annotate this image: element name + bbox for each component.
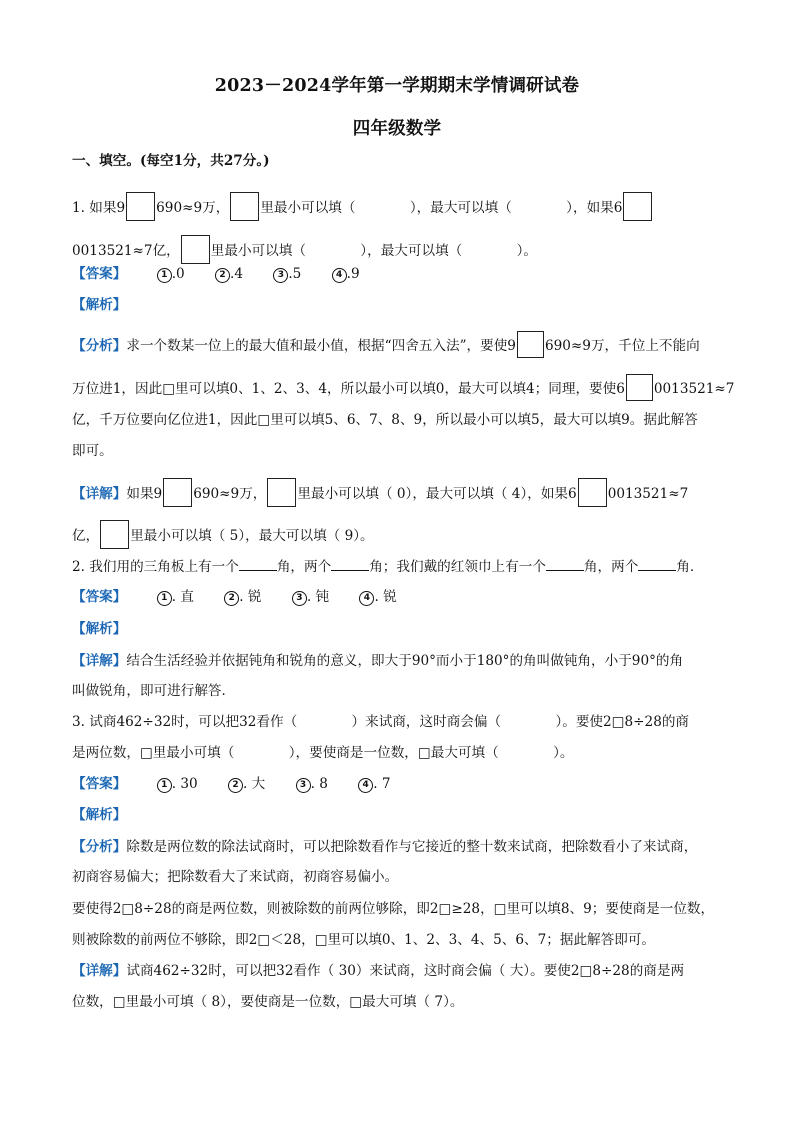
q3-line-2: 是两位数，□里最小可填（ ），要使商是一位数，□最大可填（ ）。 — [72, 745, 574, 761]
q1-line-2: 0013521≈7亿， 里最小可以填（ ），最大可以填（ ）。 — [72, 235, 537, 264]
answer-label: 【答案】 — [72, 266, 127, 282]
answer-item: 2 . 锐 — [224, 587, 261, 607]
q3-fenxi-line-2: 初商容易偏大；把除数看大了来试商，初商容易偏小。 — [72, 869, 399, 885]
fill-blank — [239, 556, 277, 571]
answer-box — [230, 192, 259, 221]
exam-title: 2023－2024学年第一学期期末学情调研试卷 — [214, 76, 580, 96]
answer-item: 1 .0 — [157, 264, 185, 284]
answer-item: 4 . 7 — [358, 774, 390, 794]
answer-box — [181, 235, 210, 264]
q1-fenxi-line-3: 亿，千万位要向亿位进1，因此□里可以填5、6、7、8、9，所以最小可以填5，最大可以填9。据此解答 — [72, 412, 698, 428]
answer-box — [267, 478, 296, 507]
q1-fenxi-line-2: 万位进1，因此□里可以填0、1、2、3、4，所以最小可以填0，最大可以填4；同理，要使6 0013521≈7 — [72, 374, 734, 401]
fill-blank — [331, 556, 369, 571]
q1-jiexi-label: 【解析】 — [72, 297, 127, 313]
q3-answer-row: 【答案】 1 . 30 2 . 大 3 . 8 4 . 7 — [72, 776, 391, 792]
answer-item: 2 . 大 — [228, 774, 265, 794]
answer-box — [126, 192, 155, 221]
fill-blank — [638, 556, 676, 571]
answer-item: 4 .9 — [332, 264, 360, 284]
answer-box — [626, 374, 653, 401]
q1-answer-row — [72, 264, 386, 284]
section-heading: 一、填空。(每空1分，共27分。) — [72, 153, 270, 169]
q1-fenxi-line-1: 【分析】求一个数某一位上的最大值和最小值，根据“四舍五入法”，要使9 690≈9万，千位上不能向 — [72, 331, 700, 358]
answer-box — [578, 478, 607, 507]
answer-item: 1 . 30 — [157, 774, 198, 794]
q2-answer-row: 【答案】 1 . 直 2 . 锐 3 . 钝 4 . 锐 — [72, 589, 397, 605]
q3-fenxi-line-4: 则被除数的前两位不够除，即2□＜28，□里可以填0、1、2、3、4、5、6、7；据此解答即可。 — [72, 932, 656, 948]
answer-item: 2 .4 — [215, 264, 243, 284]
q1-line-1: 1. 如果9 690≈9万， 里最小可以填（ ），最大可以填（ ），如果6 — [72, 192, 653, 221]
answer-item: 3 . 8 — [296, 774, 328, 794]
answer-box — [517, 331, 544, 358]
answer-item: 3 . 钝 — [292, 587, 329, 607]
q3-jiexi-label: 【解析】 — [72, 807, 127, 823]
exam-subtitle: 四年级数学 — [352, 119, 442, 139]
q2-xiangjie-line-2: 叫做锐角，即可进行解答． — [72, 683, 236, 699]
q3-xiangjie-line-2: 位数，□里最小可填（ 8），要使商是一位数，□最大可填（ 7）。 — [72, 994, 464, 1010]
answer-item: 1 . 直 — [157, 587, 194, 607]
q3-line-1: 3. 试商462÷32时，可以把32看作（ ）来试商，这时商会偏（ ）。要使2□8÷28的商 — [72, 714, 690, 730]
answer-box — [623, 192, 652, 221]
answer-item: 4 . 锐 — [359, 587, 396, 607]
q1-fenxi-line-4: 即可。 — [72, 443, 113, 459]
q3-fenxi-line-1: 【分析】除数是两位数的除法试商时，可以把除数看作与它接近的整十数来试商，把除数看小了来试商， — [72, 839, 698, 855]
answer-box — [163, 478, 192, 507]
q1-xiangjie-line-2: 亿， 里最小可以填（ 5），最大可以填（ 9）。 — [72, 520, 374, 549]
answer-item: 3 .5 — [273, 264, 301, 284]
q2-question: 2. 我们用的三角板上有一个 角，两个 角；我们戴的红领巾上有一个 角，两个 角． — [72, 556, 703, 577]
answer-box — [100, 520, 129, 549]
q2-xiangjie-line-1: 【详解】结合生活经验并依据钝角和锐角的意义，即大于90°而小于180°的角叫做钝角，小于90°的角 — [72, 653, 684, 669]
q3-fenxi-line-3: 要使得2□8÷28的商是两位数，则被除数的前两位够除，即2□≥28，□里可以填8、9；要使商是一位数， — [72, 901, 715, 917]
q3-xiangjie-line-1: 【详解】试商462÷32时，可以把32看作（ 30）来试商，这时商会偏（ 大）。要使2□8÷28的商是两 — [72, 963, 685, 979]
q2-jiexi-label: 【解析】 — [72, 621, 127, 637]
q1-xiangjie-line-1: 【详解】如果9 690≈9万， 里最小可以填（ 0），最大可以填（ 4），如果6 0013521≈7 — [72, 478, 688, 507]
fill-blank — [546, 556, 584, 571]
